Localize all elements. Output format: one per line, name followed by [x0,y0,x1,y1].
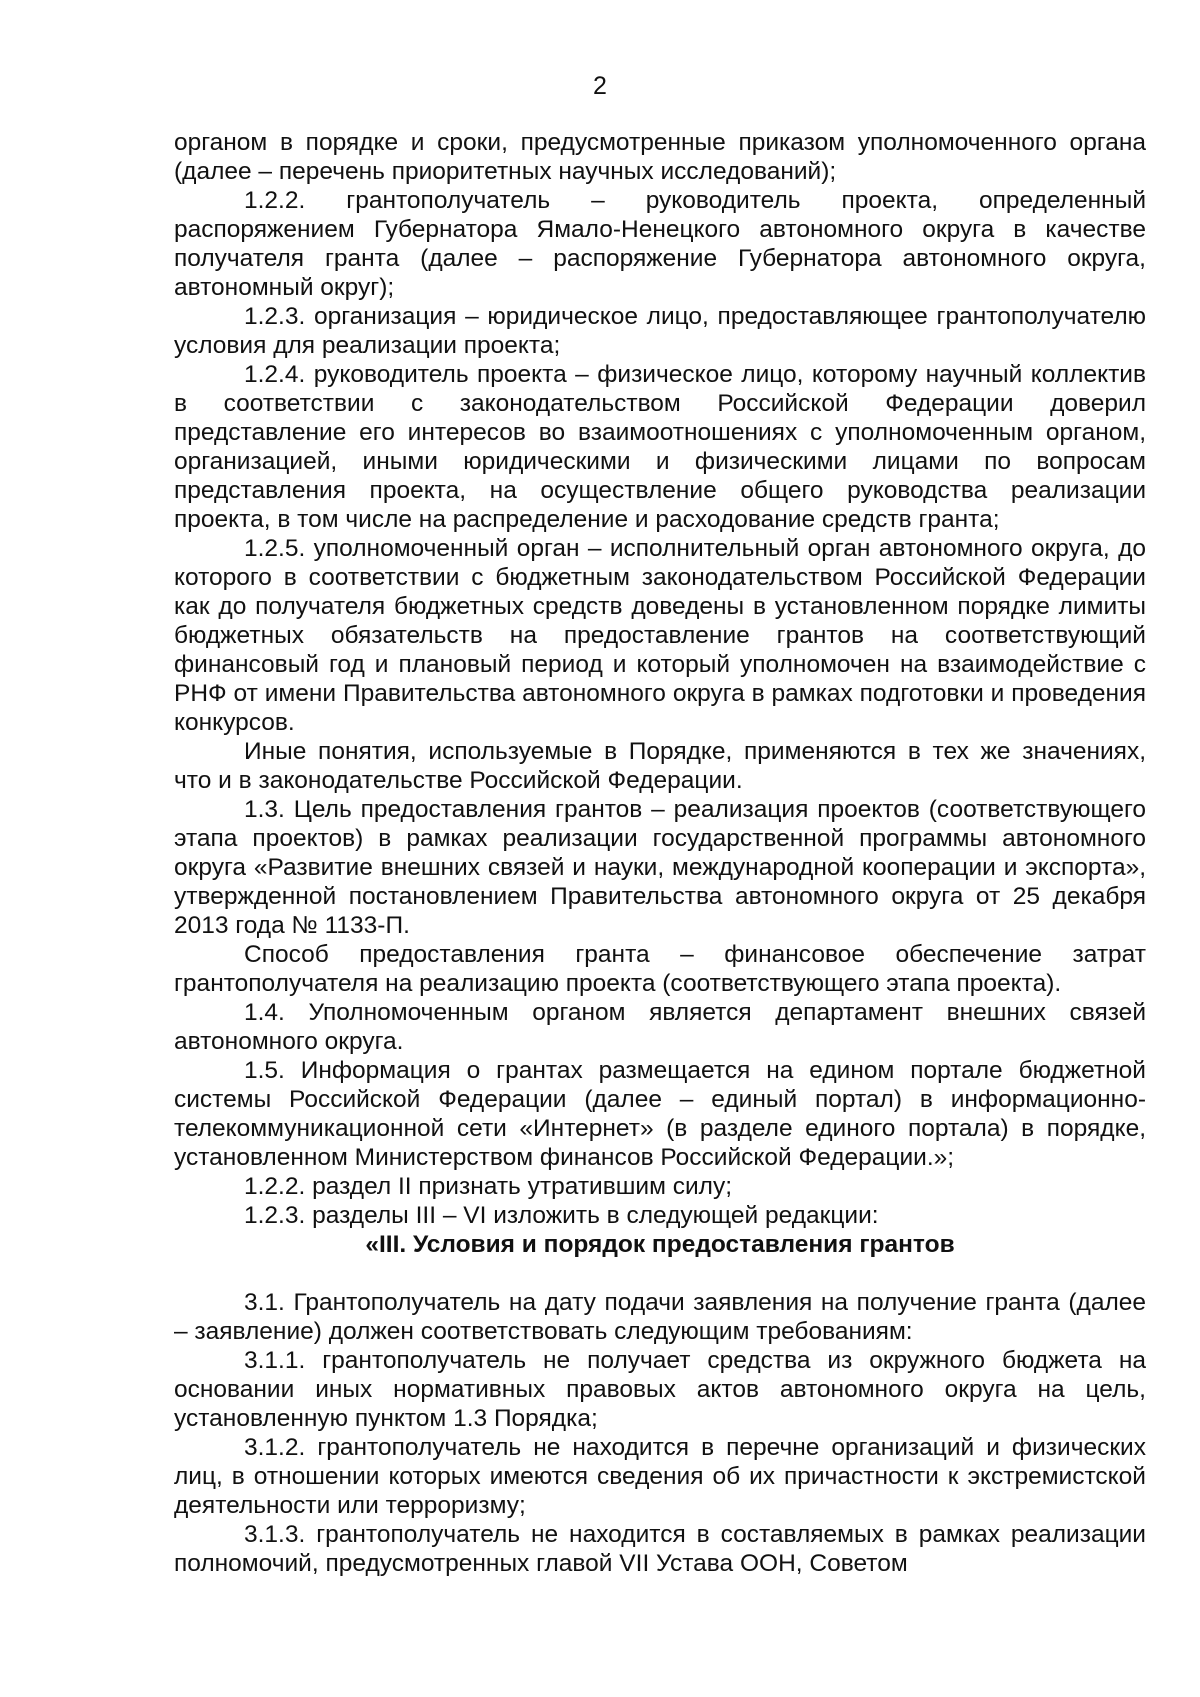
paragraph-1-2-3: 1.2.3. организация – юридическое лицо, предоставляющее грантополучателю условия для реализации проекта; [174,303,1146,359]
paragraph-other-terms: Иные понятия, используемые в Порядке, применяются в тех же значениях, что и в законодательстве Российской Федерации. [174,738,1146,794]
paragraph-amend-1-2-2: 1.2.2. раздел II признать утратившим силу; [244,1173,733,1200]
document-body [174,128,1146,1578]
paragraph-3-1-3: 3.1.3. грантополучатель не находится в составляемых в рамках реализации полномочий, предусмотренных главой VII Устава ООН, Советом [174,1521,1146,1577]
paragraph-3-1-2: 3.1.2. грантополучатель не находится в перечне организаций и физических лиц, в отношении которых имеются сведения об их причастности к экстремистской деятельности или терроризму; [174,1434,1146,1519]
page-number: 2 [593,72,607,100]
paragraph-1-4: 1.4. Уполномоченным органом является департамент внешних связей автономного округа. [174,999,1146,1055]
section-heading: «III. Условия и порядок предоставления грантов [365,1231,955,1258]
paragraph-3-1-1: 3.1.1. грантополучатель не получает средства из окружного бюджета на основании иных нормативных правовых актов автономного округа на цель, установленную пунктом 1.3 Порядка; [174,1347,1146,1432]
paragraph-1-5: 1.5. Информация о грантах размещается на едином портале бюджетной системы Российской Федерации (далее – единый портал) в информационно-телекоммуникационной сети «Интернет» (в разделе единого портала) в порядке, установленном Министерством финансов Российской Федерации.»; [174,1057,1146,1171]
paragraph-1-2-2: 1.2.2. грантополучатель – руководитель проекта, определенный распоряжением Губернатора Ямало-Ненецкого автономного округа в качестве получателя гранта (далее – распоряжение Губернатора автономного округа, автономный округ); [174,187,1146,301]
paragraph-3-1: 3.1. Грантополучатель на дату подачи заявления на получение гранта (далее – заявление) должен соответствовать следующим требованиям: [174,1289,1146,1345]
paragraph-1-2-5: 1.2.5. уполномоченный орган – исполнительный орган автономного округа, до которого в соответствии с бюджетным законодательством Российской Федерации как до получателя бюджетных средств доведены в установленном порядке лимиты бюджетных обязательств на предоставление грантов на соответствующий финансовый год и плановый период и который уполномочен на взаимодействие с РНФ от имени Правительства автономного округа в рамках подготовки и проведения конкурсов. [174,535,1146,736]
paragraph-continuation: органом в порядке и сроки, предусмотренные приказом уполномоченного органа (далее – перечень приоритетных научных исследований); [174,129,1146,185]
paragraph-amend-1-2-3: 1.2.3. разделы III – VI изложить в следующей редакции: [244,1202,879,1229]
paragraph-grant-method: Способ предоставления гранта – финансовое обеспечение затрат грантополучателя на реализацию проекта (соответствующего этапа проекта). [174,941,1146,997]
paragraph-1-2-4: 1.2.4. руководитель проекта – физическое лицо, которому научный коллектив в соответствии с законодательством Российской Федерации доверил представление его интересов во взаимоотношениях с уполномоченным органом, организацией, иными юридическими и физическими лицами по вопросам представления проекта, на осуществление общего руководства реализации проекта, в том числе на распределение и расходование средств гранта; [174,361,1146,533]
paragraph-1-3: 1.3. Цель предоставления грантов – реализация проектов (соответствующего этапа проектов) в рамках реализации государственной программы автономного округа «Развитие внешних связей и науки, международной кооперации и экспорта», утвержденной постановлением Правительства автономного округа от 25 декабря 2013 года № 1133-П. [174,796,1146,939]
